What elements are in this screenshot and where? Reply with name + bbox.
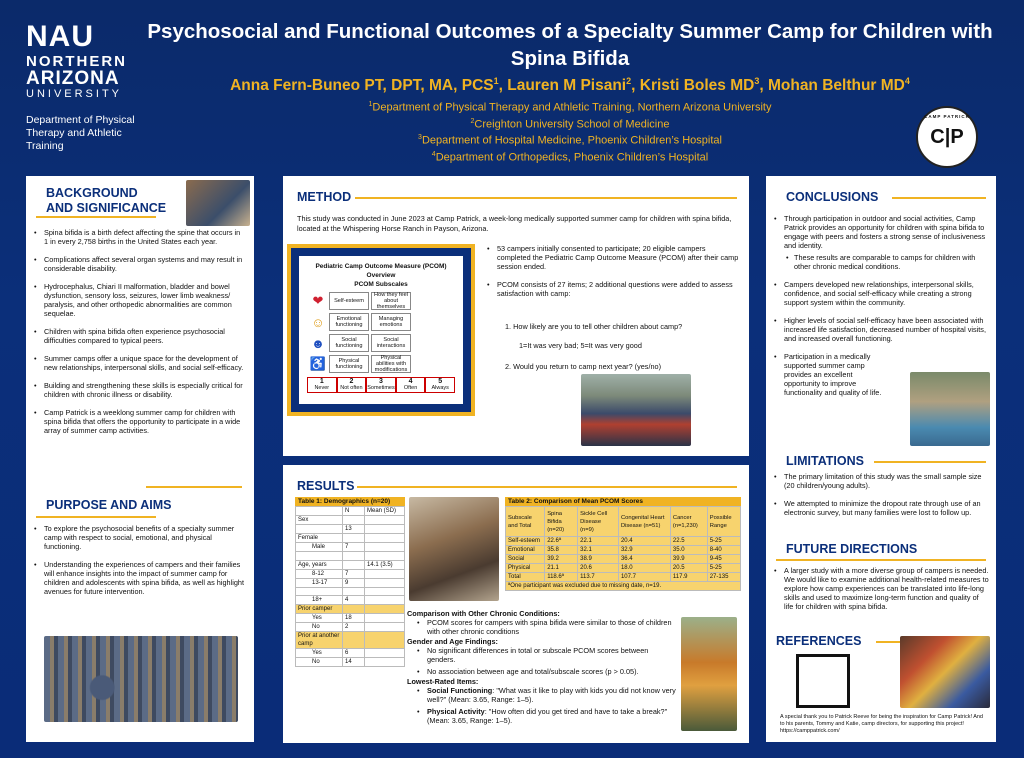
poster-title: Psychosocial and Functional Outcomes of a Specialty Summer Camp for Children with Spina Bifida xyxy=(147,20,993,70)
future-directions-heading: FUTURE DIRECTIONS xyxy=(786,542,918,556)
camp-link[interactable]: https://camppatrick.com/ xyxy=(780,728,840,734)
scale-option: 2 Not often xyxy=(337,377,367,393)
scale-option: 1 Never xyxy=(307,377,337,393)
list-item: • Spina bifida is a birth defect affecting the spine that occurs in 1 in every 2,758 births in the United States each year. xyxy=(32,228,247,246)
table-row: Female xyxy=(296,534,405,543)
survey-question-1: 1. How likely are you to tell other children about camp? xyxy=(505,322,683,331)
pcom-overview-card xyxy=(287,244,475,416)
list-item: • Campers developed new relationships, interpersonal skills, confidence, and social self-efficacy while creating a strong support system within the community. xyxy=(772,280,990,307)
list-item: • A larger study with a more diverse group of campers is needed. We would like to examine additional health-related measures to explore how camp experiences can be translated into life-long skills and used to maximize long-term function and quality of life for children with spina bifida. xyxy=(772,566,990,611)
table-row xyxy=(296,552,405,561)
camper-archery-photo xyxy=(186,180,250,226)
results-panel xyxy=(283,465,749,743)
list-item: • Summer camps offer a unique space for the development of new relationships, interpersonal skills, and social self-efficacy. xyxy=(32,354,247,372)
table-row: Prior at another camp xyxy=(296,632,405,649)
future-list xyxy=(772,566,990,620)
scale-option: 3 Sometimes xyxy=(367,378,395,391)
author: Kristi Boles MD xyxy=(639,77,755,95)
table-row: 13-17 9 xyxy=(296,578,405,587)
table-footnote: ªOne participant was excluded due to missing date, n=19. xyxy=(506,582,741,591)
logo-nau: NAU xyxy=(26,20,94,53)
list-item: • We attempted to minimize the dropout rate through use of an electronic survey, but many families were lost to follow up. xyxy=(772,499,990,517)
conclusions-panel xyxy=(766,176,996,742)
limitations-list xyxy=(772,472,990,526)
list-item: • Social Functioning: "What was it like to play with kids you did not know very well?" (Mean: 3.65, Range: 1–5). xyxy=(415,686,677,704)
people-icon: ☻ xyxy=(311,335,325,351)
list-item: • 53 campers initially consented to participate; 20 eligible campers completed the Pediatric Camp Outcome Measure (PCOM) after their camp session ended. xyxy=(485,244,741,271)
affiliation: Department of Hospital Medicine, Phoenix Children’s Hospital xyxy=(421,134,722,147)
logo-department: Department of Physical Therapy and Athletic Training xyxy=(26,114,135,152)
nau-logo xyxy=(26,22,146,153)
pcom-subtitle: PCOM Subscales xyxy=(354,281,408,288)
survey-scale: 1=It was very bad; 5=It was very good xyxy=(519,341,642,350)
pcom-comparison-table: Table 2: Comparison of Mean PCOM Scores Subscale and Total Spina Bifida (n=20) Sickle Cell Disease (n=9) Congenital Heart Disease (n=51) Cancer (n=1,230) Possible Range Self-esteem 22.6ª 22.1 20.4 22.5 5-25 Emotional 35.8 32.1 32.9 35.0 8-40 Social 39.2 38.9 36.4 39.9 9-45 Physical 21.1 20.6 18.0 20.5 5-25 Total 118.6ª 113.7 107.7 117.9 27-135 ªOne participant was excluded due to missing date, n=19. xyxy=(505,497,741,591)
campers-wheelchair-photo xyxy=(581,374,691,446)
author: Mohan Belthur MD xyxy=(767,77,905,95)
pcom-row: ☺ Emotional functioning Managing emotions xyxy=(307,313,455,331)
method-list xyxy=(485,244,741,307)
author: Anna Fern-Buneo PT, DPT, MA, PCS xyxy=(230,77,494,95)
wheelchair-icon: ♿ xyxy=(309,356,327,371)
table-row: No 2 xyxy=(296,623,405,632)
qr-code[interactable] xyxy=(796,654,850,708)
heart-icon: ❤ xyxy=(312,293,324,308)
table-row: Sex xyxy=(296,516,405,525)
logo-northern: NORTHERN xyxy=(26,53,127,70)
list-item: • No significant differences in total or subscale PCOM scores between genders. xyxy=(415,646,677,664)
purpose-list xyxy=(32,524,247,605)
author: Lauren M Pisani xyxy=(507,77,627,95)
list-item: • No association between age and total/subscale scores (p > 0.05). xyxy=(415,667,677,676)
survey-question-2: 2. Would you return to camp next year? (yes/no) xyxy=(505,362,662,371)
background-panel xyxy=(26,176,254,742)
group-photo xyxy=(44,636,238,722)
list-item: • Hydrocephalus, Chiari II malformation, bladder and bowel dysfunction, sensory loss, seizures, lower limb weakness/ paralysis, and other orthopedic abnormalities are common sequelae. xyxy=(32,282,247,318)
affiliations: $^1$Department of Physical Therapy and Athletic Training, Northern Arizona University $^2$Creighton University School of Medicine $^3$Department of Hospital Medicine, Phoenix Children’s Hospital $^4$Department of Orthopedics, Phoenix Children’s Hospital xyxy=(368,101,772,164)
method-intro: This study was conducted in June 2023 at Camp Patrick, a week-long medically supported summer camp for children with spina bifida, located at the Whispering Horse Ranch in Payson, Arizona. xyxy=(297,214,732,233)
table-row: 18+ 4 xyxy=(296,596,405,605)
affiliation: Creighton University School of Medicine xyxy=(474,118,670,131)
table-row xyxy=(296,587,405,596)
background-list xyxy=(32,228,247,444)
table1-caption: Table 1: Demographics (n=20) xyxy=(295,497,405,506)
list-item: • Children with spina bifida often experience psychosocial difficulties compared to typical peers. xyxy=(32,327,247,345)
table-row: Self-esteem 22.6ª 22.1 20.4 22.5 5-25 xyxy=(506,537,741,546)
purpose-heading: PURPOSE AND AIMS xyxy=(46,498,172,512)
scale-option: 5 Always xyxy=(425,377,455,393)
author-list: Anna Fern-Buneo PT, DPT, MA, PCS$^1$, Lauren M Pisani$^2$, Kristi Boles $MD^3$, Mohan Belthur $MD^4$ xyxy=(230,76,910,95)
pcom-row: ❤ Self-esteem How they feel about themselves xyxy=(307,292,455,310)
pcom-row: ♿ Physical functioning Physical abilities with modifications xyxy=(307,355,455,373)
affiliation: Department of Physical Therapy and Athletic Training, Northern Arizona University xyxy=(372,101,772,114)
scale-option: 4 Often xyxy=(396,377,426,393)
affiliation: Department of Orthopedics, Phoenix Children’s Hospital xyxy=(435,151,709,164)
pcom-row: ☻ Social functioning Social interactions xyxy=(307,334,455,352)
horse-riding-photo xyxy=(409,497,499,601)
logo-university: UNIVERSITY xyxy=(26,88,123,100)
list-item: • These results are comparable to camps for children with other chronic medical conditions. xyxy=(772,253,990,271)
results-heading: RESULTS xyxy=(297,479,355,493)
table-row: Age, years 14.1 (3.5) xyxy=(296,560,405,569)
list-item: • Participation in a medically supported summer camp provides an excellent opportunity to improve functionality and quality of life. xyxy=(772,352,882,397)
table2-caption: Table 2: Comparison of Mean PCOM Scores xyxy=(505,497,741,506)
faces-icon: ☺ xyxy=(311,314,325,330)
acknowledgment: A special thank you to Patrick Reeve for being the inspiration for Camp Patrick! And to his parents, Tommy and Katie, camp directors, for supporting this project! https://camppatrick.com/ xyxy=(780,714,983,734)
table-row: Emotional 35.8 32.1 32.9 35.0 8-40 xyxy=(506,546,741,555)
camper-swimming-photo xyxy=(910,372,990,446)
table-row: Yes 6 xyxy=(296,649,405,658)
conclusions-heading: CONCLUSIONS xyxy=(786,190,879,204)
pcom-title: Pediatric Camp Outcome Measure (PCOM) Overview xyxy=(315,263,447,279)
likert-scale xyxy=(307,377,455,393)
method-heading: METHOD xyxy=(297,190,352,204)
list-item: • PCOM consists of 27 items; 2 additional questions were added to assess satisfaction with camp: xyxy=(485,280,741,298)
table-row: 13 xyxy=(296,525,405,534)
list-item: • Camp Patrick is a weeklong summer camp for children with spina bifida that offers the opportunity to participate in a wide array of summer camp activities. xyxy=(32,408,247,435)
list-item: • Higher levels of social self-efficacy have been associated with increased life satisfaction, decreased number of hospital visits, and increased overall functioning. xyxy=(772,316,990,343)
camp-patrick-logo: CAMP PATRICK C|P xyxy=(916,106,978,168)
list-item: • Physical Activity: "How often did you get tired and have to take a break?" (Mean: 3.65, Range: 1–5). xyxy=(415,707,677,725)
table-row: No 14 xyxy=(296,658,405,667)
table-row: Physical 21.1 20.6 18.0 20.5 5-25 xyxy=(506,564,741,573)
method-panel xyxy=(283,176,749,456)
table-row: Male 7 xyxy=(296,543,405,552)
camper-costume-photo xyxy=(681,617,737,731)
list-item: • The primary limitation of this study was the small sample size (20 children/young adults). xyxy=(772,472,990,490)
table-row: 8-12 7 xyxy=(296,569,405,578)
list-item: • Complications affect several organ systems and may result in considerable disability. xyxy=(32,255,247,273)
table-row: Yes 18 xyxy=(296,614,405,623)
list-item: • PCOM scores for campers with spina bifida were similar to those of children with other chronic conditions xyxy=(415,618,677,636)
list-item: • Through participation in outdoor and social activities, Camp Patrick provides an opportunity for children with spina bifida to engage with peers and fosters a strong sense of inclusiveness and identity. xyxy=(772,214,990,250)
references-heading: REFERENCES xyxy=(776,634,862,648)
table-row: Prior camper xyxy=(296,605,405,614)
list-item: • Building and strengthening these skills is especially critical for children with chronic illness or disability. xyxy=(32,381,247,399)
demographics-table: Table 1: Demographics (n=20) N Mean (SD) Sex 13 Female Male 7 Age, years 14.1 (3.5) 8-12 7 13-17 9 18+ 4 Prior camper Yes 18 No 2 Prior at another camp Yes 6 No 14 xyxy=(295,497,405,667)
table-row: Social 39.2 38.9 36.4 39.9 9-45 xyxy=(506,555,741,564)
background-heading: BACKGROUND AND SIGNIFICANCE xyxy=(46,186,167,215)
table-row: Total 118.6ª 113.7 107.7 117.9 27-135 xyxy=(506,573,741,582)
logo-arizona: ARIZONA xyxy=(26,68,120,89)
results-findings: Comparison with Other Chronic Conditions: • PCOM scores for campers with spina bifida were similar to those of children with other chronic conditions Gender and Age Findings: • No significant differences in total or subscale PCOM scores between genders. • No association between age and total/subscale scores (p > 0.05). Lowest-Rated Items: • Social Functioning: "What was it like to play with kids you did not know very well?" (Mean: 3.65, Range: 1–5). • Physical Activity: "How often did you get tired and have to take a break?" (Mean: 3.65, Range: 1–5). xyxy=(407,609,677,726)
group-costume-photo xyxy=(900,636,990,708)
limitations-heading: LIMITATIONS xyxy=(786,454,864,468)
list-item: • To explore the psychosocial benefits of a specialty summer camp with respect to social, emotional, and physical functioning. xyxy=(32,524,247,551)
list-item: • Understanding the experiences of campers and their families will enhance insights into the impact of summer camp for children and adolescents with spina bifida, as well as highlight avenues for future intervention. xyxy=(32,560,247,596)
